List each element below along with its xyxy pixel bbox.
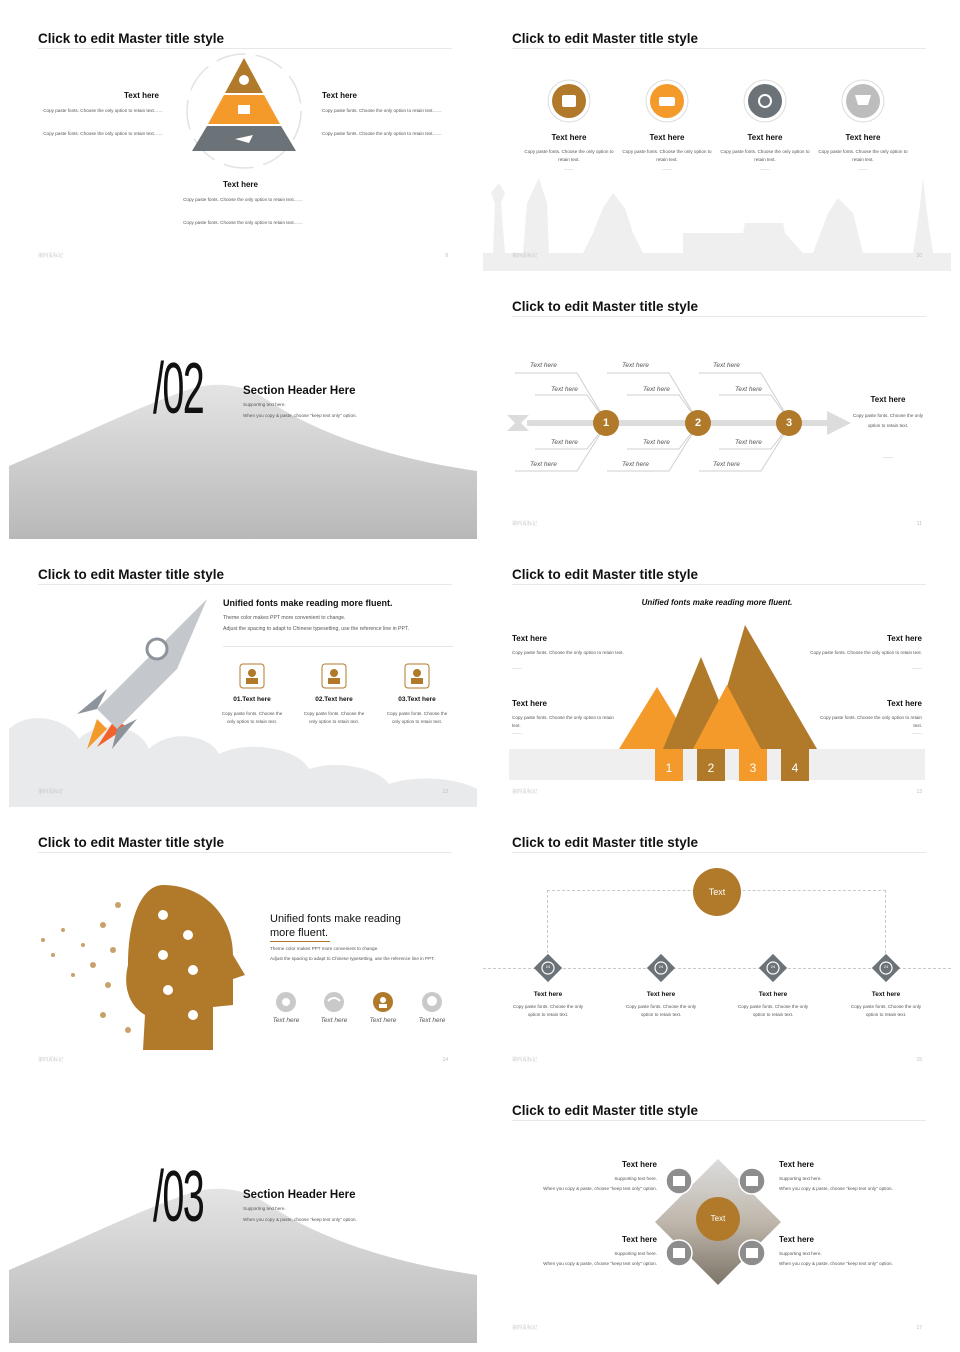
item-text: Copy paste fonts. Choose the only option to retain text.: [818, 149, 908, 162]
fishbone-label: Text here: [622, 362, 649, 369]
tr-heading: Text here: [887, 634, 922, 643]
page-number: 17: [916, 1325, 922, 1331]
person-icon: [239, 663, 265, 689]
footer-mark: 第四页标记: [512, 1057, 538, 1063]
page-number: 15: [916, 1057, 922, 1063]
item-text: Copy paste fonts. Choose the only option to retain text.: [221, 711, 283, 724]
br-text-1: Supporting text here.: [779, 1251, 822, 1256]
title-divider: [38, 584, 452, 585]
slide-title: Click to edit Master title style: [512, 31, 699, 46]
page-number: 12: [442, 789, 448, 795]
footer-mark: 第四页标记: [512, 789, 538, 795]
title-divider: [38, 852, 452, 853]
badge-number: 24: [883, 964, 889, 969]
pyramid-diagram: [179, 53, 309, 173]
item-heading: Text here: [533, 991, 563, 998]
tr-heading: Text here: [779, 1160, 814, 1169]
bl-text-2: When you copy & paste, choose "keep text only" option.: [543, 1261, 657, 1266]
page-number: 10: [916, 253, 922, 259]
tr-text: Copy paste fonts. Choose the only option to retain text.: [810, 650, 922, 655]
building-icon: [665, 1167, 693, 1195]
tl-heading: Text here: [622, 1160, 657, 1169]
br-heading: Text here: [887, 699, 922, 708]
step-number: 4: [791, 761, 799, 775]
right-heading: Text here: [322, 91, 357, 100]
page-number: 11: [916, 521, 922, 527]
slide-title: Click to edit Master title style: [38, 567, 225, 582]
item-text: Copy paste fonts. Choose the only option to retain text.: [303, 711, 365, 724]
bottom-text-1: Copy paste fonts. Choose the only option to retain text……: [183, 197, 303, 202]
section-header: Section Header Here: [243, 1189, 356, 1201]
icon-label: Text here: [320, 1017, 348, 1024]
tl-dots: ……: [512, 665, 522, 671]
fishbone-label: Text here: [530, 461, 557, 468]
fishbone-label: Text here: [551, 439, 578, 446]
br-text: Copy paste fonts. Choose the only option to retain text.: [820, 715, 922, 728]
icon-label: Text here: [272, 1017, 300, 1024]
item-text: Copy paste fonts. Choose the only option to retain text.: [850, 1004, 922, 1017]
bl-text: Copy paste fonts. Choose the only option to retain text.: [512, 715, 614, 728]
right-text-1: Copy paste fonts. Choose the only option to retain text……: [322, 108, 442, 113]
section-number: /03: [153, 1157, 204, 1237]
slide-four-icons[interactable]: [483, 3, 951, 271]
slide-fishbone[interactable]: [483, 271, 951, 539]
tl-text: Copy paste fonts. Choose the only option to retain text.: [512, 650, 624, 655]
slide-mountains[interactable]: [483, 539, 951, 807]
item-text: Copy paste fonts. Choose the only option to retain text.: [622, 149, 712, 162]
user-icon: [372, 991, 394, 1013]
fishbone-label: Text here: [735, 386, 762, 393]
theme-text: Theme color makes PPT more convenient to change.: [223, 615, 346, 621]
left-heading: Text here: [124, 91, 159, 100]
wifi-icon: [323, 991, 345, 1013]
tl-text-1: Supporting text here.: [614, 1176, 657, 1181]
fishbone-label: Text here: [713, 362, 740, 369]
br-text-2: When you copy & paste, choose "keep text only" option.: [779, 1261, 893, 1266]
fishbone-label: Text here: [622, 461, 649, 468]
item-heading: Text here: [551, 133, 587, 142]
slide-title: Click to edit Master title style: [38, 835, 225, 850]
item-heading: Text here: [758, 991, 788, 998]
fishbone-label: Text here: [551, 386, 578, 393]
main-heading: Unified fonts make reading more fluent.: [223, 598, 393, 608]
building-icon: [738, 1239, 766, 1267]
icon-label: Text here: [418, 1017, 446, 1024]
fishbone-label: Text here: [643, 439, 670, 446]
building-icon: [665, 1239, 693, 1267]
bl-dots: ……: [512, 730, 522, 736]
slide-section-03[interactable]: [9, 1075, 477, 1343]
item-heading: Text here: [871, 991, 901, 998]
heading-line-1: Unified fonts make reading: [270, 913, 401, 925]
tr-text-1: Supporting text here.: [779, 1176, 822, 1181]
supporting-text-2: When you copy & paste, choose "keep text only" option.: [243, 1217, 357, 1222]
item-heading: 03.Text here: [398, 696, 436, 703]
item-heading: 02.Text here: [315, 696, 353, 703]
badge-number: 24: [770, 964, 776, 969]
br-heading: Text here: [779, 1235, 814, 1244]
title-divider: [512, 1120, 926, 1121]
item-text: Copy paste fonts. Choose the only option to retain text.: [737, 1004, 809, 1017]
slide-title: Click to edit Master title style: [38, 31, 225, 46]
footer-mark: 第四页标记: [512, 521, 538, 527]
chat-icon: [421, 991, 443, 1013]
divider: [223, 646, 453, 647]
head-icons-illustration: [33, 875, 253, 1055]
heading-underline: [270, 941, 330, 942]
skyline-silhouette: [483, 163, 951, 271]
footer-mark: 第四页标记: [512, 253, 538, 259]
title-divider: [512, 48, 926, 49]
slide-section-02[interactable]: [9, 271, 477, 539]
title-divider: [512, 584, 926, 585]
section-header: Section Header Here: [243, 385, 356, 397]
left-text-2: Copy paste fonts. Choose the only option to retain text……: [43, 131, 163, 136]
side-heading: Text here: [870, 395, 906, 404]
step-number: 1: [602, 417, 610, 429]
item-dots: ……: [662, 166, 672, 172]
slide-diamond-timeline[interactable]: [483, 807, 951, 1075]
supporting-text: Supporting text here.: [243, 402, 286, 407]
footer-mark: 第四页标记: [38, 1057, 64, 1063]
rocket-icon: [57, 599, 217, 749]
side-text: Copy paste fonts. Choose the only option to retain text.: [852, 413, 924, 428]
right-text-2: Copy paste fonts. Choose the only option to retain text……: [322, 131, 442, 136]
fishbone-label: Text here: [643, 386, 670, 393]
title-divider: [512, 852, 926, 853]
spacing-text: Adjust the spacing to adapt to Chinese typesetting, use the reference line in PPT.: [270, 956, 435, 961]
bottom-text-2: Copy paste fonts. Choose the only option to retain text……: [183, 220, 303, 225]
slide-photo-diamond[interactable]: [483, 1075, 951, 1343]
slide-title: Click to edit Master title style: [512, 1103, 699, 1118]
step-number: 2: [694, 417, 702, 429]
fishbone-label: Text here: [713, 461, 740, 468]
item-text: Copy paste fonts. Choose the only option to retain text.: [524, 149, 614, 162]
item-heading: Text here: [649, 133, 685, 142]
bl-heading: Text here: [622, 1235, 657, 1244]
slide-title: Click to edit Master title style: [512, 567, 699, 582]
step-number: 2: [707, 761, 715, 775]
slide-icon-head[interactable]: [9, 807, 477, 1075]
building-icon: [738, 1167, 766, 1195]
center-circle: Text: [696, 1197, 740, 1241]
title-divider: [512, 316, 926, 317]
slide-rocket[interactable]: [9, 539, 477, 807]
footer-mark: 第四页标记: [512, 1325, 538, 1331]
step-number: 1: [665, 761, 673, 775]
slide-title: Click to edit Master title style: [512, 299, 699, 314]
bottom-heading: Text here: [223, 180, 258, 189]
footer-mark: 第四页标记: [38, 253, 64, 259]
page-number: 9: [445, 253, 448, 259]
center-circle: Text: [693, 868, 741, 916]
theme-text: Theme color makes PPT more convenient to change.: [270, 946, 379, 951]
item-text: Copy paste fonts. Choose the only option to retain text.: [625, 1004, 697, 1017]
gear-icon: [275, 991, 297, 1013]
side-dots: ……: [883, 454, 893, 460]
title-divider: [38, 48, 452, 49]
item-dots: ……: [564, 166, 574, 172]
step-number: 3: [749, 761, 757, 775]
slide-title: Click to edit Master title style: [512, 835, 699, 850]
fishbone-diagram: [507, 367, 857, 477]
item-dots: ……: [858, 166, 868, 172]
footer-mark: 第四页标记: [38, 789, 64, 795]
shopping-cart-icon: [841, 79, 885, 123]
tr-text-2: When you copy & paste, choose "keep text only" option.: [779, 1186, 893, 1191]
item-text: Copy paste fonts. Choose the only option to retain text.: [512, 1004, 584, 1017]
left-text-1: Copy paste fonts. Choose the only option to retain text……: [43, 108, 163, 113]
item-heading: Text here: [646, 991, 676, 998]
dollar-network-icon: [743, 79, 787, 123]
item-heading: 01.Text here: [233, 696, 271, 703]
tl-text-2: When you copy & paste, choose "keep text only" option.: [543, 1186, 657, 1191]
item-text: Copy paste fonts. Choose the only option to retain text.: [386, 711, 448, 724]
supporting-text-2: When you copy & paste, choose "keep text only" option.: [243, 413, 357, 418]
subtitle: Unified fonts make reading more fluent.: [641, 598, 793, 607]
person-icon: [404, 663, 430, 689]
mountain-chart: [613, 625, 823, 781]
heading-line-2: more fluent.: [270, 927, 329, 939]
icon-label: Text here: [369, 1017, 397, 1024]
spacing-text: Adjust the spacing to adapt to Chinese typesetting, use the reference line in PPT.: [223, 626, 409, 632]
item-text: Copy paste fonts. Choose the only option to retain text.: [720, 149, 810, 162]
bl-text-1: Supporting text here.: [614, 1251, 657, 1256]
page-number: 14: [442, 1057, 448, 1063]
section-number: /02: [153, 349, 204, 429]
fishbone-label: Text here: [735, 439, 762, 446]
br-dots: ……: [912, 730, 922, 736]
item-dots: ……: [760, 166, 770, 172]
badge-number: 24: [658, 964, 664, 969]
item-heading: Text here: [845, 133, 881, 142]
item-heading: Text here: [747, 133, 783, 142]
tl-heading: Text here: [512, 634, 547, 643]
page-number: 13: [916, 789, 922, 795]
tr-dots: ……: [912, 665, 922, 671]
slide-pyramid[interactable]: [9, 3, 477, 271]
badge-number: 24: [545, 964, 551, 969]
supporting-text: Supporting text here.: [243, 1206, 286, 1211]
hand-icon-circle: [547, 79, 591, 123]
bl-heading: Text here: [512, 699, 547, 708]
fishbone-label: Text here: [530, 362, 557, 369]
person-icon: [321, 663, 347, 689]
money-hand-icon: [645, 79, 689, 123]
step-number: 3: [785, 417, 793, 429]
